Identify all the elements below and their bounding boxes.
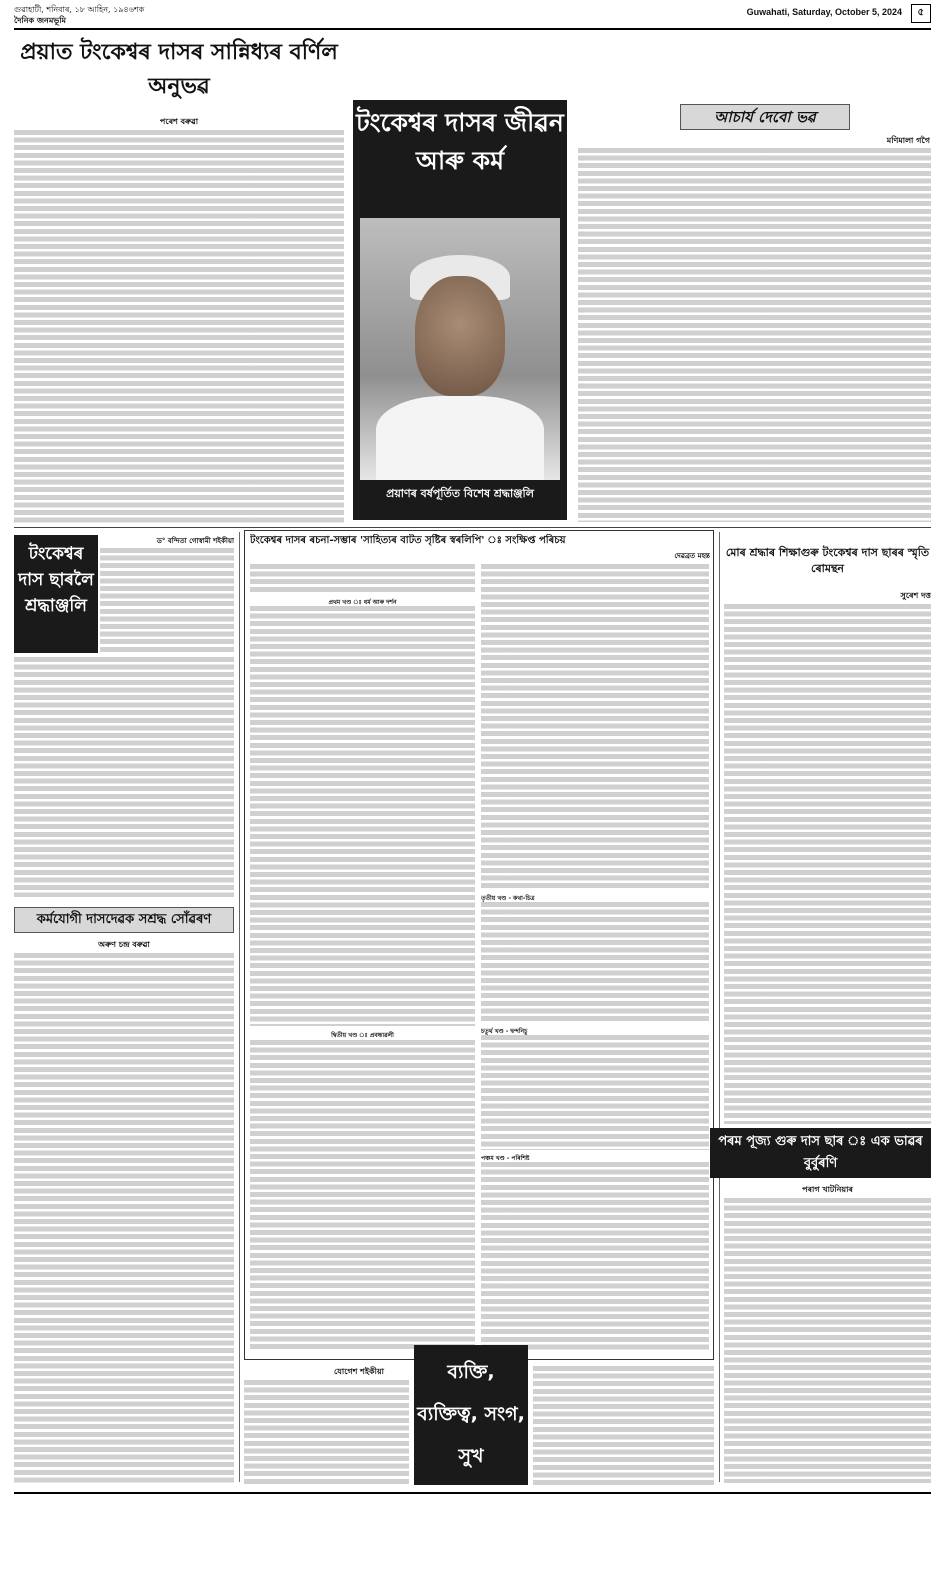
shraddhanjali-title-box [14, 535, 98, 653]
section-4-heading: চতুৰ্থ খণ্ড - দ্বন্দনিচু [481, 1028, 528, 1035]
karmayogi-title: কৰ্মযোগী দাসদেৱক সশ্ৰদ্ধ সোঁৱৰণ [36, 912, 212, 927]
rachana-col2-body3 [481, 1035, 709, 1150]
quote-box [414, 1345, 528, 1485]
masthead-left [14, 4, 414, 26]
rachana-col2-body [481, 564, 709, 889]
feature-caption: প্ৰয়াণৰ বৰ্ষপূৰ্তিত বিশেষ শ্ৰদ্ধাঞ্জলি [386, 487, 534, 500]
article1-title-box [14, 36, 344, 114]
smriti-author: সুৰেশ দত্ত [900, 591, 931, 600]
masthead-right [531, 4, 931, 23]
smriti-title-box [724, 545, 931, 589]
acharya-title-box [680, 104, 850, 130]
acharya-author: মণিমালা গগৈ [886, 136, 930, 145]
masthead-rule [14, 28, 931, 30]
karmayogi-author: অৰুণ চন্দ্ৰ বৰুৱা [98, 940, 150, 949]
page-number: ৫ [911, 4, 932, 23]
section-1-heading: প্ৰথম খণ্ড ঃ ধৰ্ম আৰু দৰ্শন [328, 599, 397, 606]
jogen-author: যোগেশ শইকীয়া [334, 1367, 384, 1376]
column-divider-right [719, 532, 720, 1482]
section-2-heading: দ্বিতীয় খণ্ড ঃ প্ৰবন্ধাৱলী [331, 1032, 394, 1039]
param-title-box [710, 1128, 931, 1178]
rachana-col2-body4 [481, 1162, 709, 1352]
smriti-body [724, 604, 931, 1124]
rachana-col1-body2 [250, 1040, 475, 1350]
karmayogi-body [14, 953, 234, 1483]
rachana-col2-body2 [481, 902, 709, 1022]
quote-text: ব্যক্তি, ব্যক্তিত্ব, সংগ, সুখ [417, 1361, 525, 1467]
param-author: পৰাগ খাটনিয়াৰ [802, 1185, 853, 1194]
smriti-title: মোৰ শ্ৰদ্ধাৰ শিক্ষাগুৰু টংকেশ্বৰ দাস ছাৰৰ স্মৃতি ৰোমন্থন [725, 546, 930, 575]
acharya-title: আচাৰ্য দেবো ভৱ [714, 108, 816, 126]
article1-author: পৰেশ বৰুৱা [159, 117, 199, 126]
param-body [724, 1198, 931, 1483]
shraddhanjali-author: ড° বন্দিতা গোস্বামী শইকীয়া [156, 537, 234, 545]
masthead-date: গুৱাহাটী, শনিবাৰ, ১৮ আহিন, ১৯৪৬শক [14, 5, 145, 14]
photo-face [415, 276, 505, 396]
acharya-body [578, 148, 931, 522]
article1-title: প্ৰয়াত টংকেশ্বৰ দাসৰ সান্নিধ্যৰ বৰ্ণিল অনুভৱ [20, 40, 338, 99]
photo-shirt [376, 396, 544, 480]
shraddhanjali-title: টংকেশ্বৰ দাস ছাৰলৈ শ্ৰদ্ধাঞ্জলি [18, 544, 94, 616]
shraddhanjali-body-top [100, 548, 234, 653]
section-rule [14, 527, 931, 528]
section-5-heading: পঞ্চম খণ্ড - পৰিশিষ্ট [481, 1155, 530, 1162]
rachana-col1-body [250, 606, 475, 1026]
portrait-photo [360, 218, 560, 480]
rachana-col1-intro [250, 564, 475, 594]
jogen-body-right [533, 1366, 714, 1486]
param-title: পৰম পূজ্য গুৰু দাস ছাৰ ঃ এক ভাৱৰ বুৰ্বুৰণি [718, 1134, 923, 1171]
jogen-body-left [244, 1380, 409, 1485]
masthead-english-date: Guwahati, Saturday, October 5, 2024 [746, 7, 902, 17]
column-divider-left [239, 532, 240, 1482]
feature-title: টংকেশ্বৰ দাসৰ জীৱন আৰু কৰ্ম [356, 108, 564, 175]
masthead-paper-name: দৈনিক জনমভূমি [14, 15, 66, 25]
shraddhanjali-body [14, 657, 234, 897]
footer-rule [14, 1492, 931, 1494]
rachana-author: দেৱব্ৰত মহন্ত [674, 552, 710, 560]
karmayogi-title-box [14, 907, 234, 933]
section-3-heading: তৃতীয় খণ্ড - কথা-চিত্ৰ [481, 895, 535, 902]
rachana-title: টংকেশ্বৰ দাসৰ ৰচনা-সম্ভাৰ 'সাহিত্যৰ বাটত সৃষ্টিৰ স্বৰলিপি' ঃ সংক্ষিপ্ত পৰিচয় [250, 535, 566, 546]
article1-body [14, 130, 344, 525]
